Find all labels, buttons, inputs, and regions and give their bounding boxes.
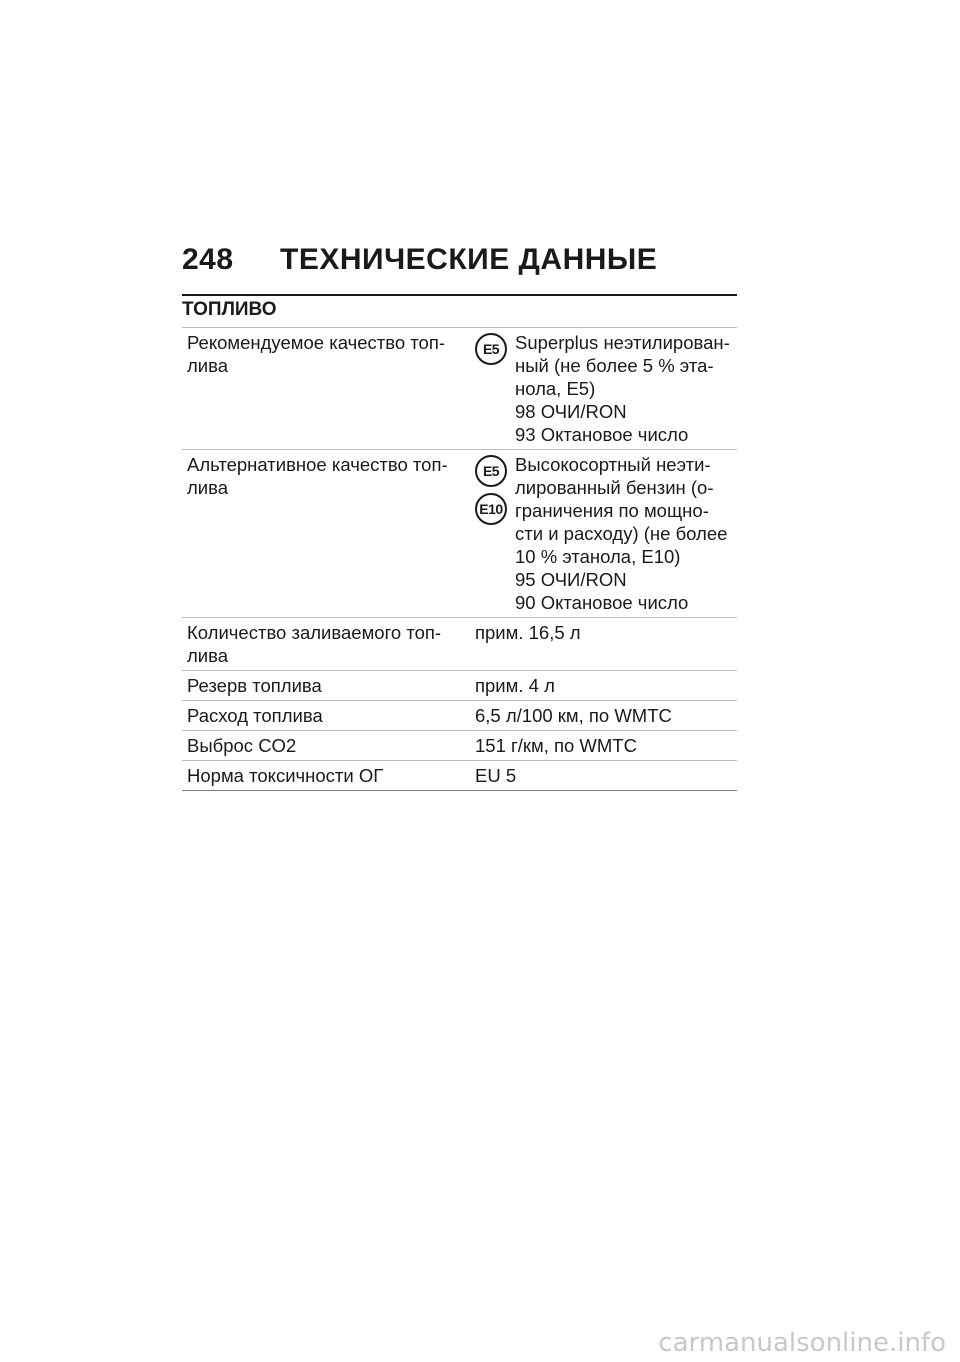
value-line: ный (не более 5 % эта- (515, 355, 714, 376)
value-line: 90 Октановое число (515, 592, 689, 613)
value-line: 98 ОЧИ/RON (515, 401, 627, 422)
row-value: 151 г/км, по WMTC (470, 731, 737, 761)
row-label: Норма токсичности ОГ (182, 761, 470, 791)
row-label: Выброс CO2 (182, 731, 470, 761)
table-row (182, 731, 737, 761)
value-line: 93 Октановое число (515, 424, 689, 445)
value-line: граничения по мощно- (515, 500, 709, 521)
table-row (182, 761, 737, 791)
value-line: нола, E5) (515, 378, 596, 399)
value-line: Высокосортный неэти- (515, 454, 711, 475)
e10-fuel-icon: E10 (475, 493, 507, 525)
row-label: Альтернативное качество топ-лива (182, 450, 470, 618)
value-line: 95 ОЧИ/RON (515, 569, 627, 590)
page-number: 248 (182, 243, 234, 276)
row-value: EU 5 (470, 761, 737, 791)
table-row (182, 701, 737, 731)
watermark: carmanualsonline.info (658, 1328, 946, 1358)
row-value: прим. 4 л (470, 671, 737, 701)
row-label: Количество заливаемого топ-лива (182, 618, 470, 671)
e5-fuel-icon: E5 (475, 333, 507, 365)
row-label: Резерв топлива (182, 671, 470, 701)
row-label: Рекомендуемое качество топ-лива (182, 328, 470, 450)
value-line: лированный бензин (о- (515, 477, 714, 498)
row-value: прим. 16,5 л (470, 618, 737, 671)
table-row (182, 450, 737, 618)
row-value: 6,5 л/100 км, по WMTC (470, 701, 737, 731)
table-row (182, 671, 737, 701)
e5-fuel-icon: E5 (475, 455, 507, 487)
page-title: ТЕХНИЧЕСКИЕ ДАННЫЕ (280, 243, 658, 276)
fuel-spec-table (182, 327, 737, 791)
table-row (182, 618, 737, 671)
page-header (182, 243, 657, 277)
table-row (182, 328, 737, 450)
value-line: сти и расходу) (не более (515, 523, 728, 544)
row-value (470, 450, 737, 618)
value-line: 10 % этанола, E10) (515, 546, 681, 567)
value-line: Superplus неэтилирован- (515, 332, 730, 353)
row-label: Расход топлива (182, 701, 470, 731)
row-value (470, 328, 737, 450)
section-title: ТОПЛИВО (182, 294, 737, 321)
